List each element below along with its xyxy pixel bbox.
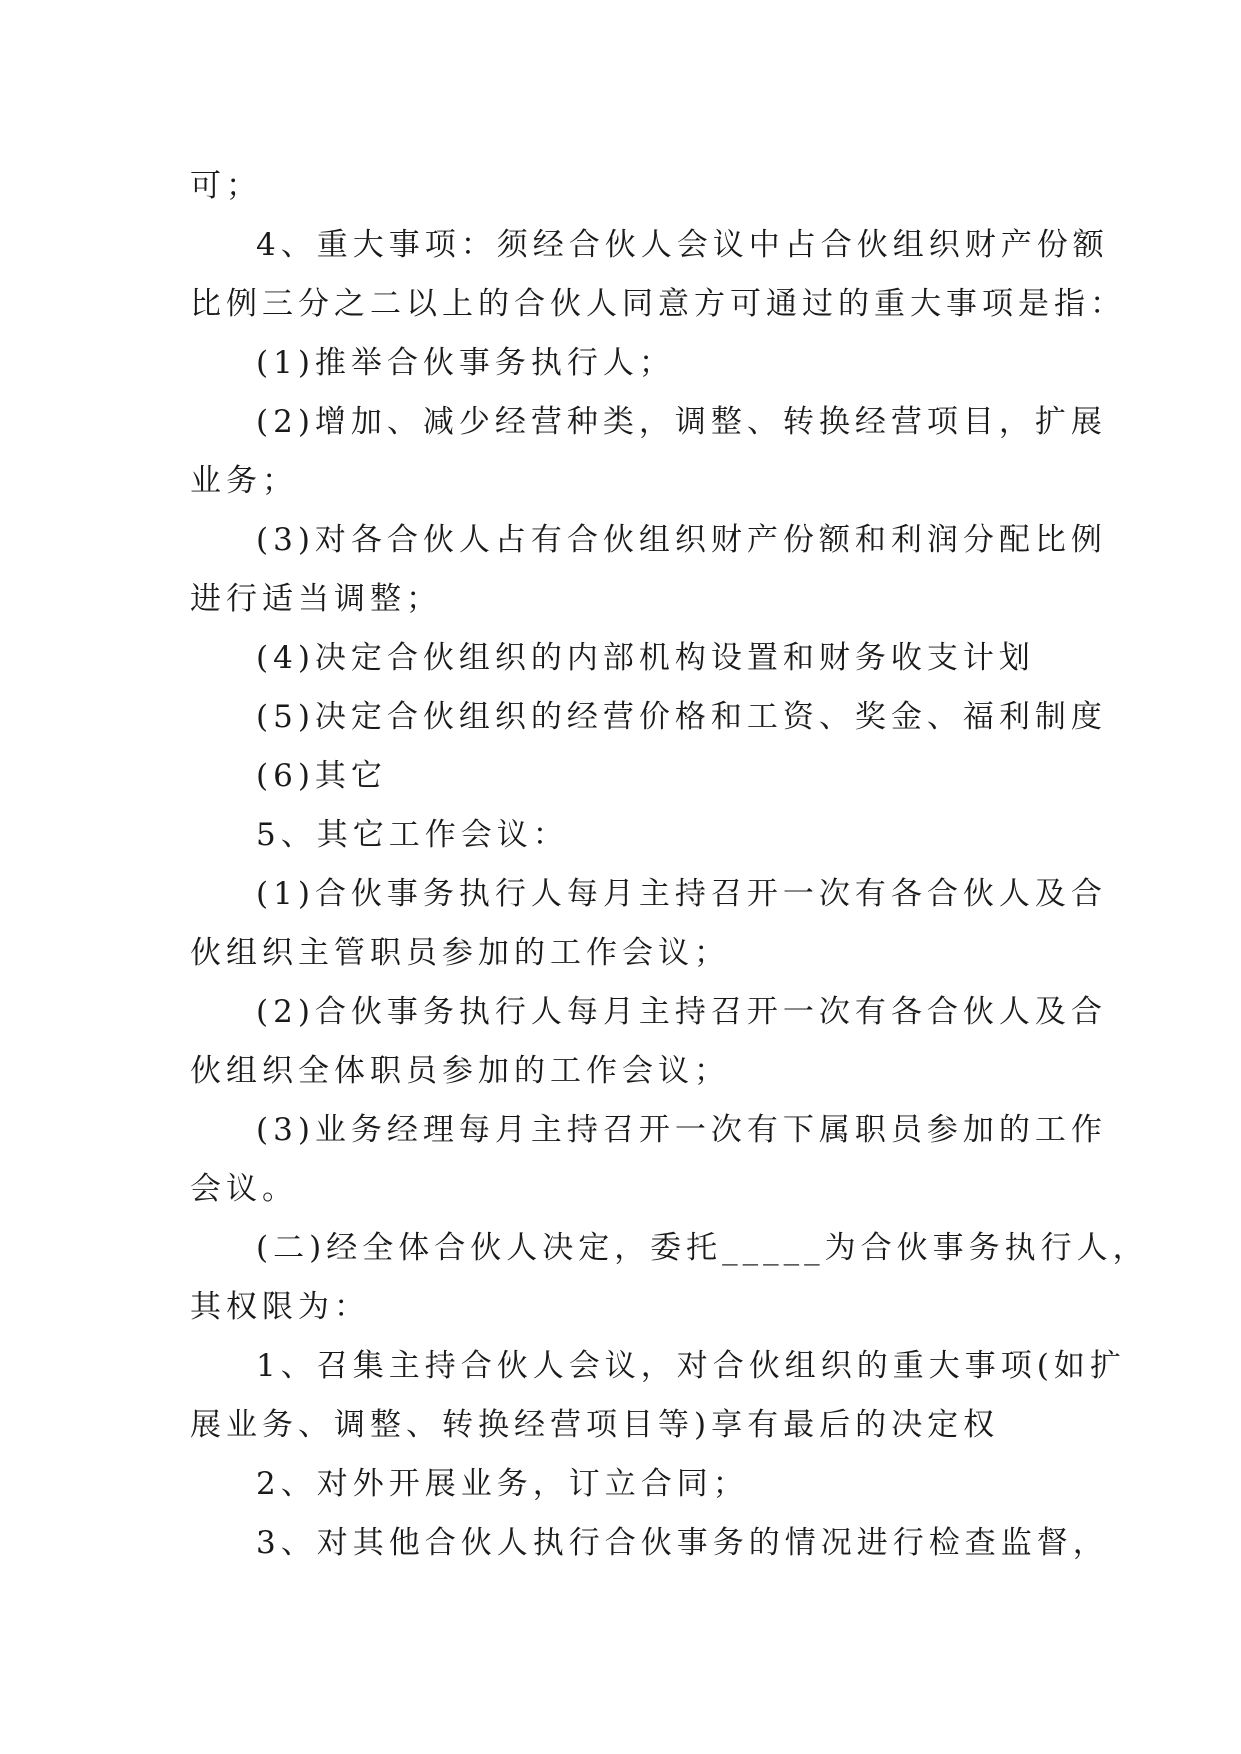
text-line: 展业务、调整、转换经营项目等)享有最后的决定权 [190, 1407, 1000, 1443]
text-line: (6)其它 [256, 758, 387, 794]
text-line: (2)合伙事务执行人每月主持召开一次有各合伙人及合 [256, 994, 1107, 1030]
text-line: 伙组织主管职员参加的工作会议； [190, 935, 730, 971]
text-line: (4)决定合伙组织的内部机构设置和财务收支计划 [256, 640, 1035, 676]
text-line: (1)推举合伙事务执行人； [256, 345, 675, 381]
text-line: 5、其它工作会议： [256, 817, 569, 853]
text-line: 会议。 [190, 1171, 298, 1207]
text-line: 业务； [190, 463, 298, 499]
text-line: (5)决定合伙组织的经营价格和工资、奖金、福利制度 [256, 699, 1107, 735]
text-line: 伙组织全体职员参加的工作会议； [190, 1053, 730, 1089]
document-body [190, 157, 1149, 1573]
text-line: 进行适当调整； [190, 581, 442, 617]
text-line: (1)合伙事务执行人每月主持召开一次有各合伙人及合 [256, 876, 1107, 912]
text-line: 其权限为： [190, 1289, 370, 1325]
text-line: 可； [190, 168, 262, 204]
text-line: (二)经全体合伙人决定，委托_____为合伙事务执行人， [256, 1230, 1149, 1266]
text-line: 4、重大事项：须经合伙人会议中占合伙组织财产份额 [256, 227, 1109, 263]
text-line: (3)业务经理每月主持召开一次有下属职员参加的工作 [256, 1112, 1107, 1148]
text-line: 1、召集主持合伙人会议，对合伙组织的重大事项(如扩 [256, 1348, 1126, 1384]
text-line: 比例三分之二以上的合伙人同意方可通过的重大事项是指： [190, 286, 1126, 322]
text-line: (2)增加、减少经营种类，调整、转换经营项目，扩展 [256, 404, 1107, 440]
text-line: 3、对其他合伙人执行合伙事务的情况进行检查监督， [256, 1525, 1109, 1561]
text-line: 2、对外开展业务，订立合同； [256, 1466, 749, 1502]
text-line: (3)对各合伙人占有合伙组织财产份额和利润分配比例 [256, 522, 1107, 558]
